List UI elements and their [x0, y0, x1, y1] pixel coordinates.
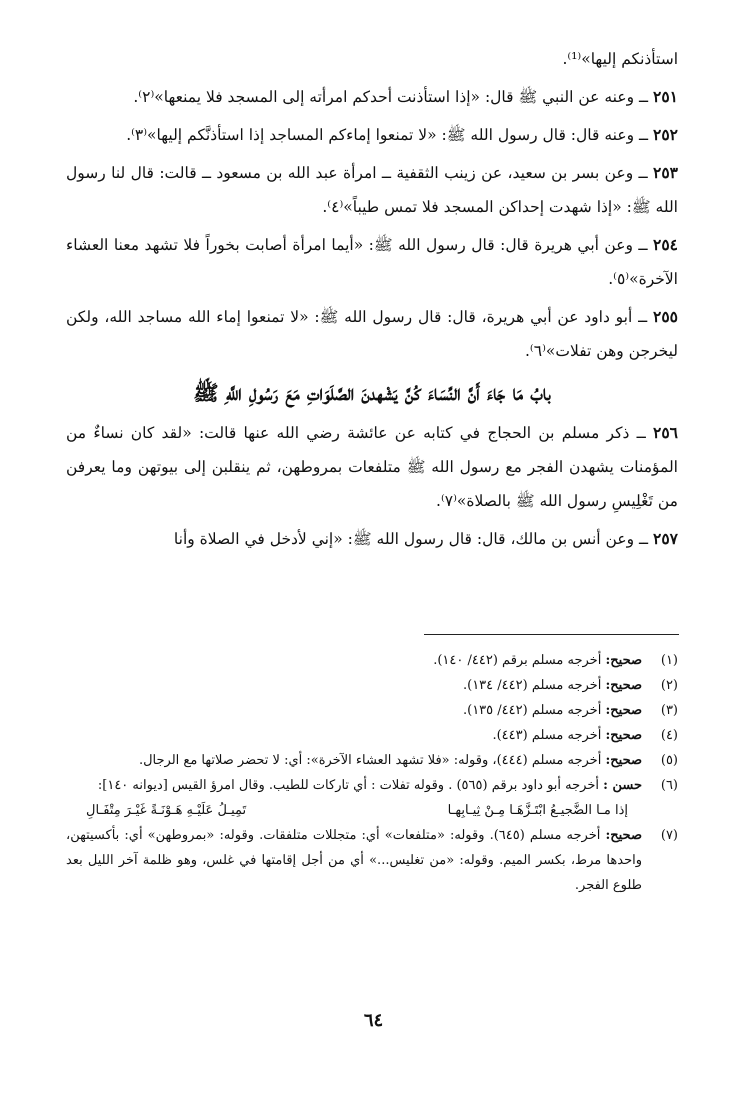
hadith-number: ٢٥٦: [653, 423, 678, 442]
grade-label: صحيح:: [605, 828, 642, 843]
page-number: ٦٤: [363, 1010, 384, 1031]
hadith-text: ــ ذكر مسلم بن الحجاج في كتابه عن عائشة رضي الله عنها قالت: «لقد كان نساءٌ من المؤمنات يشهدن الفجر مع رسول الله ﷺ متلفعات بمروطهن، ثم ينقلبن إلى بيوتهن وما يعرفن من تَغْلِيسِ رسول الله ﷺ بالصلاة»⁽٧⁾.: [66, 424, 678, 510]
footnote-text: [66, 673, 642, 698]
footnote-text: [66, 723, 642, 748]
hadith-252: [66, 118, 678, 152]
hadith-256: [66, 416, 678, 518]
hadith-text: ــ وعن أبي هريرة قال: قال رسول الله ﷺ: «أيما امرأة أصابت بخوراً فلا تشهد معنا العشاء الآخرة»⁽٥⁾.: [66, 236, 678, 288]
footnote-1: [66, 648, 678, 673]
footnote-text: [66, 748, 642, 773]
poetry-verse: [66, 798, 642, 823]
hadith-text: ــ وعن أنس بن مالك، قال: قال رسول الله ﷺ: «إني لأدخل في الصلاة وأنا: [173, 530, 649, 548]
footnote-text: [66, 773, 642, 823]
footnote-number: (٧): [660, 828, 678, 843]
footnote-body: أخرجه أبو داود برقم (٥٦٥) . وقوله تفلات : أي تاركات للطيب. وقال امرؤ القيس [ديوانه ١٤٠]:: [97, 778, 599, 793]
hadith-number: ٢٥٤: [653, 235, 678, 254]
footnote-body: أخرجه مسلم (٦٤٥). وقوله: «متلفعات» أي: متجللات متلفقات. وقوله: «بمروطهن» أي: بأكسيتهن، واحدها مرط، بكسر الميم. وقوله: «من تغليس...» أي من أجل إقامتها في غلس، وهو ظلمة آخر الليل بعد طلوع الفجر.: [66, 828, 642, 893]
footnote-text: [66, 698, 642, 723]
footnote-body: أخرجه مسلم (٤٤٣).: [492, 728, 602, 743]
grade-label: صحيح:: [605, 653, 642, 668]
hadith-text: ــ وعنه قال: قال رسول الله ﷺ: «لا تمنعوا إماءكم المساجد إذا استأذنَّكم إليها»⁽٣⁾.: [126, 126, 649, 144]
hadith-254: [66, 228, 678, 296]
hadith-number: ٢٥٢: [653, 125, 678, 144]
grade-label: صحيح:: [605, 703, 642, 718]
grade-label: حسن :: [603, 778, 642, 793]
footnote-number: (١): [660, 653, 678, 668]
grade-label: صحيح:: [605, 678, 642, 693]
footnote-number: (٦): [660, 778, 678, 793]
hadith-251: [66, 80, 678, 114]
hadith-257: [66, 522, 678, 556]
footnote-body: أخرجه مسلم (٤٤٤)، وقوله: «فلا تشهد العشاء الآخرة»: أي: لا تحضر صلاتها مع الرجال.: [138, 753, 602, 768]
footnote-number: (٤): [660, 728, 678, 743]
hadith-number: ٢٥١: [653, 87, 678, 106]
footnote-2: [66, 673, 678, 698]
hadith-number: ٢٥٣: [653, 163, 678, 182]
continuation-line: استأذنكم إليها»⁽¹⁾.: [562, 50, 678, 68]
footnote-7: [66, 823, 678, 898]
footnote-body: أخرجه مسلم (٤٤٢/ ١٣٥).: [462, 703, 602, 718]
footnote-body: أخرجه مسلم برقم (٤٤٢/ ١٤٠).: [433, 653, 602, 668]
main-text: [66, 42, 678, 556]
footnote-number: (٥): [660, 753, 678, 768]
hadith-255: [66, 300, 678, 368]
hadith-text: ــ وعن بسر بن سعيد، عن زينب الثقفية ــ امرأة عبد الله بن مسعود ــ قالت: قال لنا رسول الله ﷺ: «إذا شهدت إحداكن المسجد فلا تمس طيباً»⁽٤⁾.: [66, 164, 678, 216]
verse-first-hemistich: إذا مـا الضَّجيـعُ ابْتَـزَّهَـا مِـنْ ثِيـابِهـا: [447, 803, 628, 818]
hadith-text: ــ وعنه عن النبي ﷺ قال: «إذا استأذنت أحدكم امرأته إلى المسجد فلا يمنعها»⁽٢⁾.: [133, 88, 649, 106]
chapter-heading: بابُ مَا جَاءَ أَنَّ النِّسَاءَ كُنَّ يَشْهدنَ الصَّلَوَاتِ مَعَ رَسُولِ اللَّهِ ﷺ: [193, 380, 551, 405]
verse-second-hemistich: تَمِيـلُ عَلَيْـهِ هَـوْنَـةً غَيْـرَ مِتْفَـالِ: [86, 803, 247, 818]
footnote-5: [66, 748, 678, 773]
footnotes: [66, 648, 678, 898]
footnote-divider: [424, 634, 679, 635]
footnote-body: أخرجه مسلم (٤٤٢/ ١٣٤).: [462, 678, 602, 693]
footnote-text: [66, 823, 642, 898]
hadith-number: ٢٥٧: [653, 529, 678, 548]
footnote-6: [66, 773, 678, 823]
footnote-3: [66, 698, 678, 723]
footnote-number: (٣): [660, 703, 678, 718]
footnote-number: (٢): [660, 678, 678, 693]
grade-label: صحيح:: [605, 753, 642, 768]
hadith-text: ــ أبو داود عن أبي هريرة، قال: قال رسول الله ﷺ: «لا تمنعوا إماء الله مساجد الله، ولكن ليخرجن وهن تفلات»⁽٦⁾.: [66, 308, 678, 360]
hadith-253: [66, 156, 678, 224]
footnote-text: [66, 648, 642, 673]
grade-label: صحيح:: [605, 728, 642, 743]
footnote-4: [66, 723, 678, 748]
hadith-number: ٢٥٥: [653, 307, 678, 326]
